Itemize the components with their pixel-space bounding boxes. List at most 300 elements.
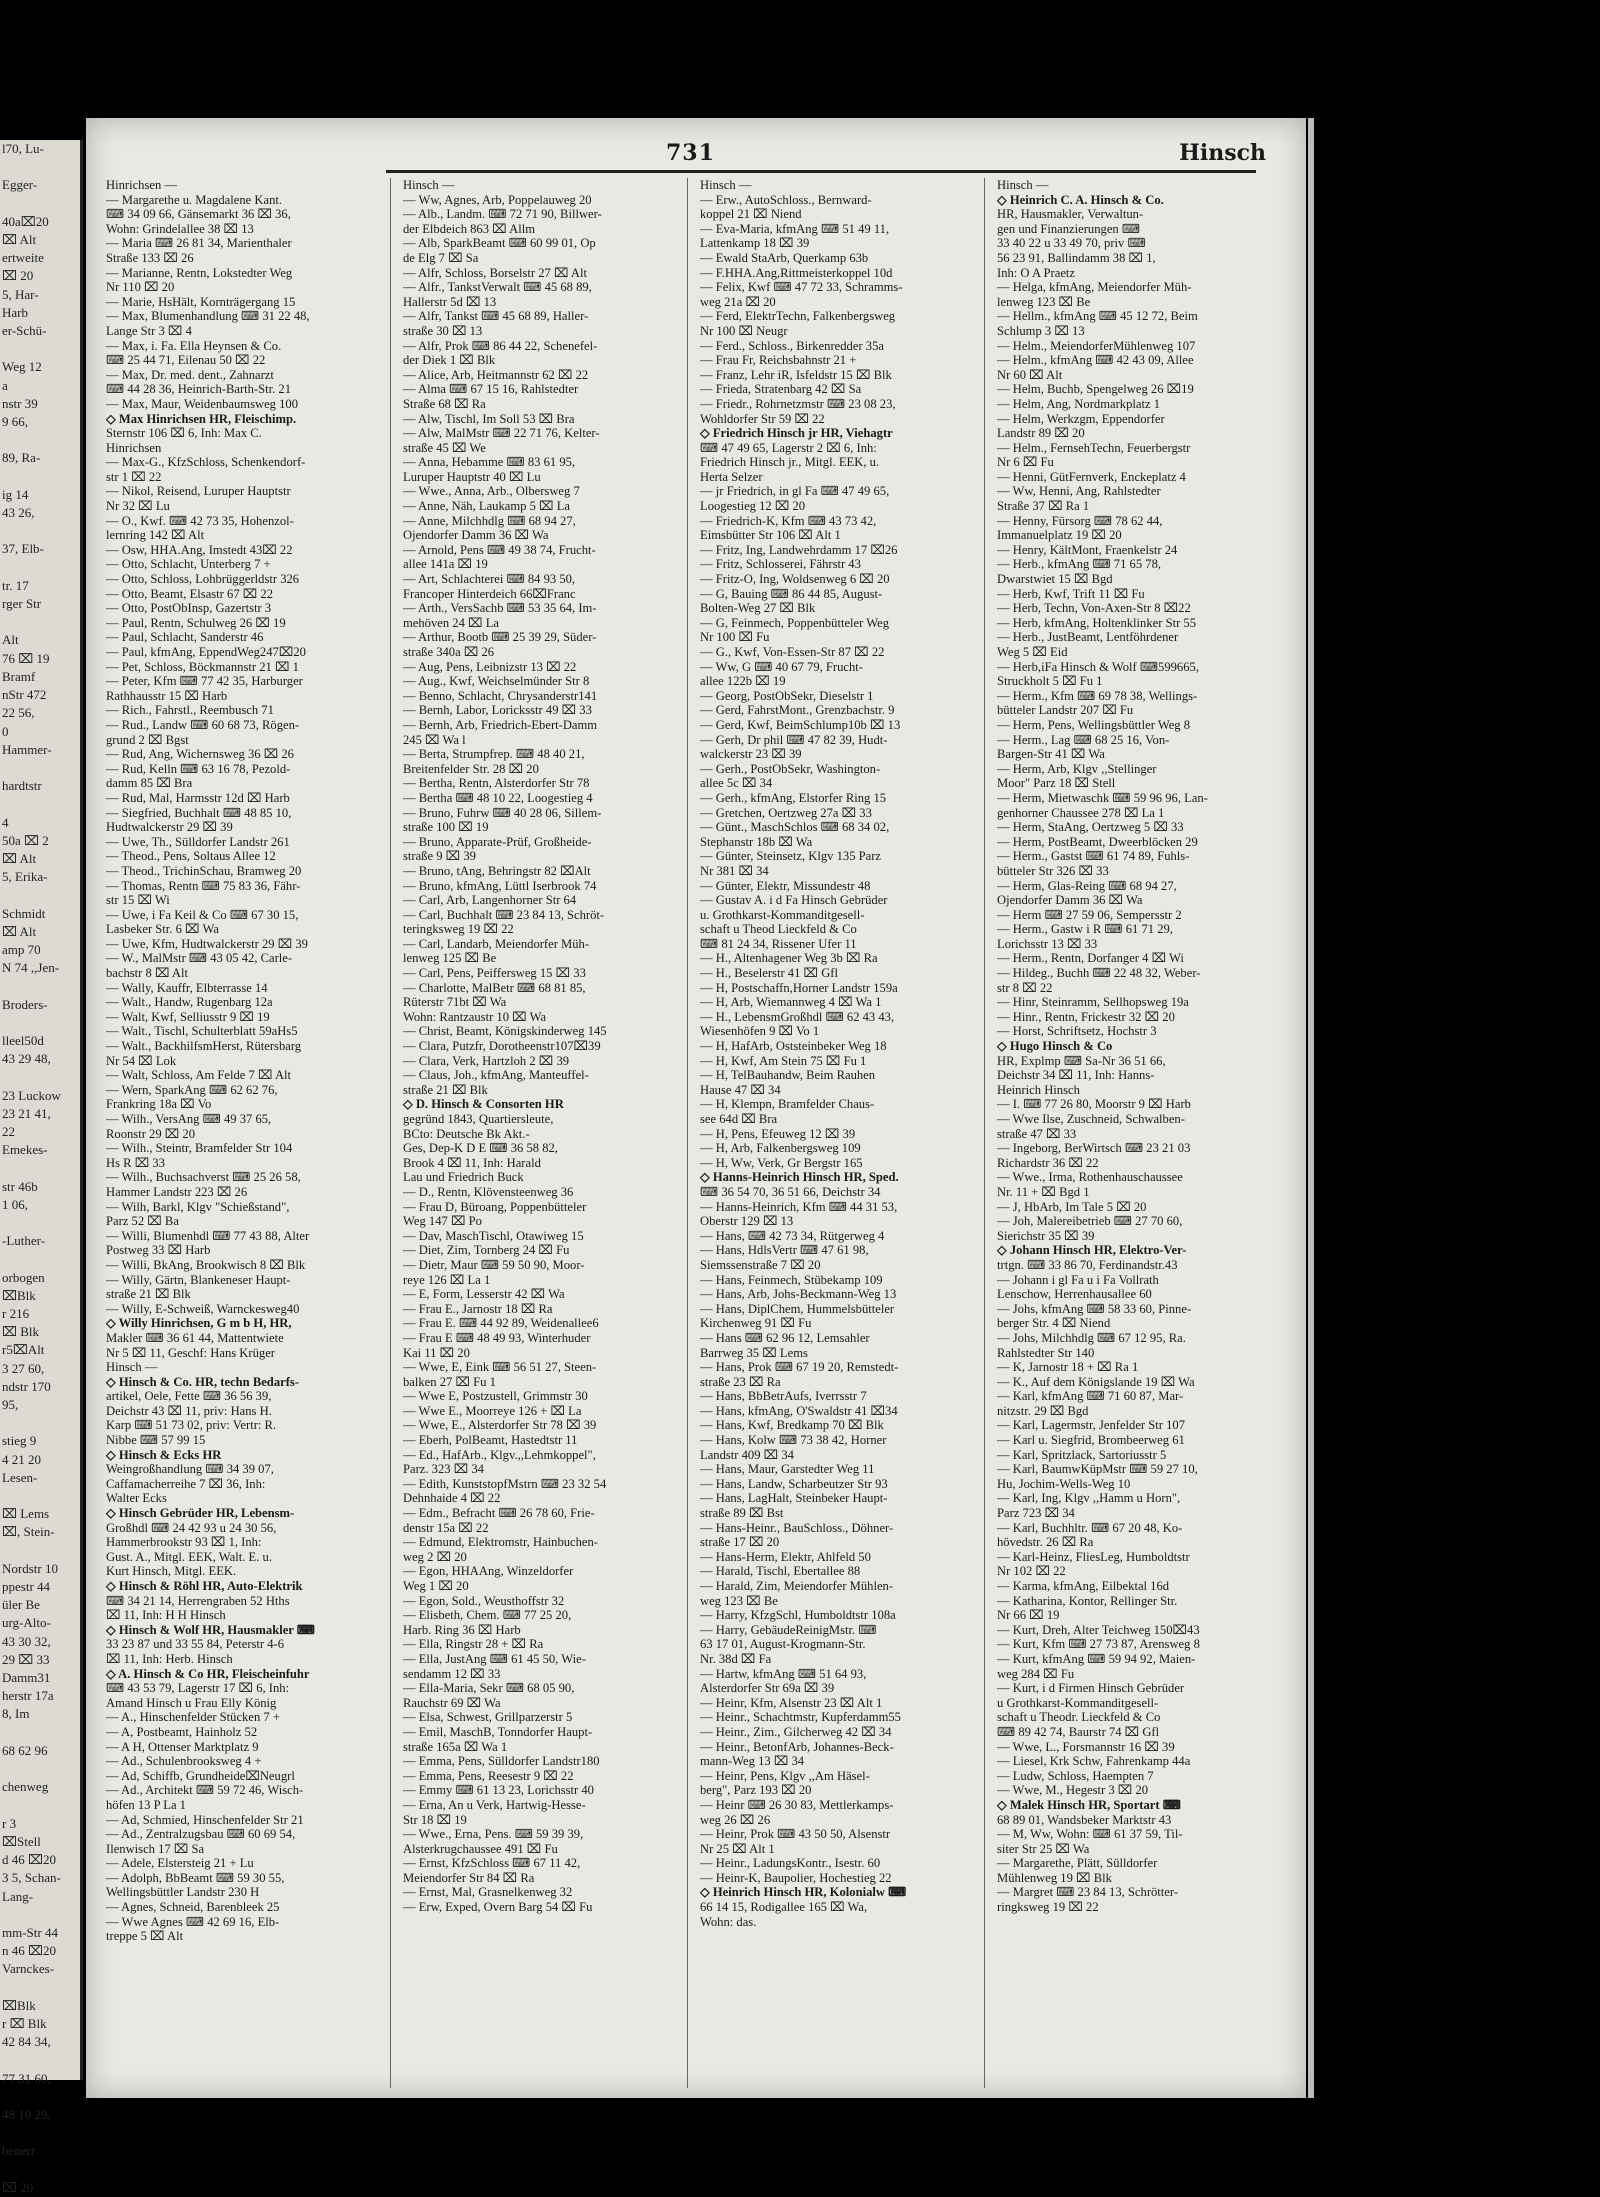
- listing-line: — Helm., kfmAng ⌨ 42 43 09, Allee: [997, 353, 1194, 368]
- listing-line: Parz. 323 ⌧ 34: [403, 1462, 484, 1477]
- listing-line: ◇ Hinsch & Wolf HR, Hausmakler ⌨: [106, 1622, 315, 1637]
- column-3: [700, 178, 985, 2088]
- listing-line: — Johs, Milchhdlg ⌨ 67 12 95, Ra.: [997, 1330, 1186, 1345]
- listing-line: — Helga, kfmAng, Meiendorfer Müh-: [997, 280, 1192, 295]
- listing-line: — Alfr, Tankst ⌨ 45 68 89, Haller-: [403, 309, 589, 324]
- listing-line: — Hans ⌨ 62 96 12, Lemsahler: [700, 1330, 870, 1345]
- listing-line: — Heinr., LadungsKontr., Isestr. 60: [700, 1856, 881, 1871]
- listing-line: — Ferd., Schloss., Birkenredder 35a: [700, 338, 884, 353]
- listing-line: — Rud, Mal, Harmsstr 12d ⌧ Harb: [106, 790, 290, 805]
- listing-line: damm 85 ⌧ Bra: [106, 776, 193, 791]
- listing-line: Sierichstr 35 ⌧ 39: [997, 1228, 1095, 1243]
- listing-line: — Harald, Tischl, Ebertallee 88: [700, 1564, 861, 1579]
- listing-line: — Henni, GütFernverk, Enckeplatz 4: [997, 469, 1186, 484]
- listing-line: — Gerd, FahrstMont., Grenzbachstr. 9: [700, 703, 895, 718]
- page-number: 731: [666, 140, 715, 166]
- facing-page-fragment: 4: [2, 814, 9, 830]
- facing-page-fragment: [0, 1159, 80, 1177]
- listing-line: — Heinr., BetonfArb, Johannes-Beck-: [700, 1739, 894, 1754]
- listing-line: — Heinr., Schachtmstr, Kupferdamm55: [700, 1710, 901, 1725]
- listing-line: Hammer Landstr 223 ⌧ 26: [106, 1184, 248, 1199]
- listing-line: nitzstr. 29 ⌧ Bgd: [997, 1403, 1089, 1418]
- listing-line: — M, Ww, Wohn: ⌨ 61 37 59, Til-: [997, 1827, 1183, 1842]
- listing-line: — Hans, Kolw ⌨ 73 38 42, Horner: [700, 1433, 887, 1448]
- listing-line: — Aug, Pens, Leibnizstr 13 ⌧ 22: [403, 659, 577, 674]
- facing-page-fragment: 22 56,: [2, 705, 35, 721]
- listing-line: — Ferd, ElektrTechn, Falkenbergsweg: [700, 309, 896, 324]
- listing-line: — Kurt, Kfm ⌨ 27 73 87, Arensweg 8: [997, 1637, 1200, 1652]
- facing-page-fragment: rger Str: [2, 596, 42, 612]
- listing-line: de Elg 7 ⌧ Sa: [403, 250, 479, 265]
- facing-page-fragment: 42 84 34,: [2, 2034, 51, 2050]
- listing-line: — H, Kwf, Am Stein 75 ⌧ Fu 1: [700, 1053, 867, 1068]
- facing-page-fragment: 5, Erika-: [2, 869, 48, 885]
- listing-line: — Alfr, Prok ⌨ 86 44 22, Schenefel-: [403, 338, 598, 353]
- listing-line: — Karl, Buchhltr. ⌨ 67 20 48, Ko-: [997, 1520, 1183, 1535]
- listing-line: ◇ Heinrich C. A. Hinsch & Co.: [997, 192, 1164, 207]
- listing-line: weg 284 ⌧ Fu: [997, 1666, 1075, 1681]
- listing-line: — Fritz, Ing, Landwehrdamm 17 ⌧26: [700, 542, 898, 557]
- listing-line: — Joh, Malereibetrieb ⌨ 27 70 60,: [997, 1214, 1183, 1229]
- listing-line: ◇ Heinrich Hinsch HR, Kolonialw ⌨: [700, 1885, 907, 1900]
- listing-line: — Maria ⌨ 26 81 34, Marienthaler: [106, 236, 292, 251]
- listing-line: Schlump 3 ⌧ 13: [997, 323, 1085, 338]
- listing-line: — Herb, kfmAng, Holtenklinker Str 55: [997, 615, 1197, 630]
- listing-line: Nr 5 ⌧ 11, Geschf: Hans Krüger: [106, 1345, 275, 1360]
- facing-page-fragment: ⌧ Blk: [2, 1324, 40, 1340]
- listing-line: sendamm 12 ⌧ 33: [403, 1666, 501, 1681]
- listing-line: — Emil, MaschB, Tonndorfer Haupt-: [403, 1724, 593, 1739]
- listing-line: — Heinr, Kfm, Alsenstr 23 ⌧ Alt 1: [700, 1695, 883, 1710]
- listing-line: ◇ Willy Hinrichsen, G m b H, HR,: [106, 1316, 292, 1331]
- listing-line: ◇ Hinsch & Co. HR, techn Bedarfs-: [106, 1374, 299, 1389]
- listing-line: Richardstr 36 ⌧ 22: [997, 1155, 1099, 1170]
- listing-line: berg", Parz 193 ⌧ 20: [700, 1783, 812, 1798]
- facing-page-fragment: str 46b: [2, 1178, 38, 1194]
- listing-line: — Walt, Schloss, Am Felde 7 ⌧ Alt: [106, 1068, 292, 1083]
- listing-line: Loogestieg 12 ⌧ 20: [700, 499, 806, 514]
- listing-line: ⌨ 89 42 74, Baurstr 74 ⌧ Gfl: [997, 1724, 1160, 1739]
- listing-line: — Liesel, Krk Schw, Fahrenkamp 44a: [997, 1754, 1191, 1769]
- listing-line: Dehnhaide 4 ⌧ 22: [403, 1491, 501, 1506]
- facing-page-fragment: 29 ⌧ 33: [2, 1651, 50, 1667]
- listing-line: ⌨ 36 54 70, 36 51 66, Deichstr 34: [700, 1184, 881, 1199]
- listing-line: — Thomas, Rentn ⌨ 75 83 36, Fähr-: [106, 878, 301, 893]
- listing-line: Caffamacherreihe 7 ⌧ 36, Inh:: [106, 1476, 266, 1491]
- facing-page-fragment: ⌧ Lems: [2, 1506, 50, 1522]
- listing-line: weg 123 ⌧ Be: [700, 1593, 778, 1608]
- facing-page-fragment: [0, 1487, 80, 1505]
- facing-page-fragment: Hammer-: [2, 741, 52, 757]
- page-header: [86, 118, 1306, 178]
- listing-line: — Elisbeth, Chem. ⌨ 77 25 20,: [403, 1608, 572, 1623]
- facing-page-fragment: 23 21 41,: [2, 1105, 51, 1121]
- listing-line: hövedstr. 26 ⌧ Ra: [997, 1535, 1094, 1550]
- listing-line: Wohldorfer Str 59 ⌧ 22: [700, 411, 825, 426]
- facing-page-fragment: 8, Im: [2, 1706, 30, 1722]
- listing-line: — Carl, Landarb, Meiendorfer Müh-: [403, 936, 590, 951]
- listing-line: — Karl u. Siegfrid, Brombeerweg 61: [997, 1433, 1185, 1448]
- listing-line: Rüterstr 71bt ⌧ Wa: [403, 995, 507, 1010]
- listing-line: — Wilh., Steintr, Bramfelder Str 104: [106, 1141, 293, 1156]
- listing-line: — Alfr, Schloss, Borselstr 27 ⌧ Alt: [403, 265, 588, 280]
- listing-line: — Fritz, Schlosserei, Fährstr 43: [700, 557, 861, 572]
- listing-line: Deichstr 43 ⌧ 11, priv: Hans H.: [106, 1403, 272, 1418]
- listing-line: — Rud, Ang, Wichernsweg 36 ⌧ 26: [106, 747, 294, 762]
- listing-line: — Rich., Fahrstl., Reembusch 71: [106, 703, 274, 718]
- listing-line: — H, Klempn, Bramfelder Chaus-: [700, 1097, 875, 1112]
- listing-line: grund 2 ⌧ Bgst: [106, 732, 189, 747]
- listing-line: see 64d ⌧ Bra: [700, 1112, 778, 1126]
- listing-line: Hinsch —: [700, 178, 752, 192]
- facing-page-fragment: ⌧ Alt: [2, 850, 37, 866]
- listing-line: Str 18 ⌧ 19: [403, 1812, 467, 1827]
- listing-line: — Franz, Lehr iR, Isfeldstr 15 ⌧ Blk: [700, 367, 892, 382]
- listing-line: — Wwe E, Postzustell, Grimmstr 30: [403, 1389, 588, 1404]
- listing-line: Nr 25 ⌧ Alt 1: [700, 1841, 775, 1856]
- listing-line: — Herb, Kwf, Trift 11 ⌧ Fu: [997, 586, 1145, 601]
- listing-line: Hallerstr 5d ⌧ 13: [403, 294, 497, 309]
- listing-line: gegründ 1843, Quartiersleute,: [403, 1112, 554, 1126]
- listing-line: allee 141a ⌧ 19: [403, 557, 488, 572]
- listing-line: Lorichsstr 13 ⌧ 33: [997, 936, 1098, 951]
- listing-line: — Paul, Schlacht, Sanderstr 46: [106, 630, 264, 645]
- facing-page-fragment: [0, 1979, 80, 1997]
- listing-line: — Benno, Schlacht, Chrysanderstr141: [403, 688, 598, 703]
- listing-line: — Walt., Tischl, Schulterblatt 59aHs5: [106, 1024, 298, 1039]
- listing-line: weg 26 ⌧ 26: [700, 1812, 771, 1827]
- listing-line: — Ww, Henni, Ang, Rahlstedter: [997, 484, 1161, 499]
- listing-line: — A., Hinschenfelder Stücken 7 +: [106, 1710, 280, 1725]
- listing-line: treppe 5 ⌧ Alt: [106, 1929, 184, 1944]
- listing-line: ◇ A. Hinsch & Co HR, Fleischeinfuhr: [106, 1666, 310, 1681]
- facing-page-fragment: 68 62 96: [2, 1742, 48, 1758]
- listing-line: — Wwe Ilse, Zuschneid, Schwalben-: [997, 1112, 1185, 1126]
- facing-page-fragment: [0, 886, 80, 904]
- listing-line: — Wwe, E., Alsterdorfer Str 78 ⌧ 39: [403, 1418, 597, 1433]
- listing-line: — Wern, SparkAng ⌨ 62 62 76,: [106, 1082, 278, 1097]
- facing-page-fragment: chenweg: [2, 1779, 49, 1795]
- listing-line: — Margarethe u. Magdalene Kant.: [106, 192, 283, 207]
- listing-line: Straße 37 ⌧ Ra 1: [997, 499, 1090, 514]
- listing-line: — Alw, Tischl, Im Soll 53 ⌧ Bra: [403, 411, 575, 426]
- listing-line: — Helm, Buchb, Spengelweg 26 ⌧19: [997, 382, 1194, 397]
- listing-line: berger Str. 4 ⌧ Niend: [997, 1316, 1111, 1331]
- facing-page-fragment: 40a⌧20: [2, 213, 49, 229]
- listing-line: — Ella, Ringstr 28 + ⌧ Ra: [403, 1637, 544, 1652]
- listing-line: — Heinr., Zim., Gilcherweg 42 ⌧ 34: [700, 1724, 892, 1739]
- listing-line: der Elbdeich 863 ⌧ Allm: [403, 221, 536, 236]
- listing-line: 245 ⌧ Wa l: [403, 732, 466, 747]
- listing-line: mehöven 24 ⌧ La: [403, 615, 499, 630]
- listing-line: teringksweg 19 ⌧ 22: [403, 922, 514, 937]
- facing-page-fragment: [0, 1760, 80, 1778]
- listing-line: straße 100 ⌧ 19: [403, 820, 489, 835]
- listing-line: Straße 68 ⌧ Ra: [403, 396, 486, 411]
- listing-line: Amand Hinsch u Frau Elly König: [106, 1695, 277, 1710]
- listing-line: Struckholt 5 ⌧ Fu 1: [997, 674, 1103, 689]
- listing-line: — Wilh., Buchsachverst ⌨ 25 26 58,: [106, 1170, 301, 1185]
- listing-line: — Horst, Schriftsetz, Hochstr 3: [997, 1024, 1157, 1039]
- listing-line: Lattenkamp 18 ⌧ 39: [700, 236, 810, 251]
- listing-line: Nr. 38d ⌧ Fa: [700, 1651, 772, 1666]
- listing-line: — Wwe., Anna, Arb., Olbersweg 7: [403, 484, 580, 499]
- listing-line: Nr 60 ⌧ Alt: [997, 367, 1063, 382]
- listing-line: 66 14 15, Rodigallee 165 ⌧ Wa,: [700, 1900, 868, 1915]
- listing-line: ◇ Max Hinrichsen HR, Fleischimp.: [106, 411, 297, 426]
- listing-line: Meiendorfer Str 84 ⌧ Ra: [403, 1870, 535, 1885]
- facing-page-fragment: Varnckes-: [2, 1961, 54, 1977]
- listing-line: — Adele, Elstersteig 21 + Lu: [106, 1856, 254, 1871]
- listing-line: straße 21 ⌧ Blk: [403, 1082, 488, 1097]
- listing-line: — Osw, HHA.Ang, Imstedt 43⌧ 22: [106, 542, 293, 557]
- listing-line: HR, Hausmakler, Verwaltun-: [997, 207, 1144, 222]
- listing-line: Hinsch —: [106, 1360, 158, 1375]
- listing-line: — H, Postschaffn,Horner Landstr 159a: [700, 980, 898, 995]
- listing-line: Inh: O A Praetz: [997, 265, 1075, 280]
- listing-line: ringksweg 19 ⌧ 22: [997, 1900, 1099, 1915]
- listing-line: Barrweg 35 ⌧ Lems: [700, 1345, 808, 1360]
- listing-line: Breitenfelder Str. 28 ⌧ 20: [403, 761, 539, 776]
- listing-line: — Dietr, Maur ⌨ 59 50 90, Moor-: [403, 1257, 585, 1272]
- listing-line: denstr 15a ⌧ 22: [403, 1520, 489, 1535]
- listing-line: Roonstr 29 ⌧ 20: [106, 1126, 196, 1141]
- listing-line: — Uwe, Kfm, Hudtwalckerstr 29 ⌧ 39: [106, 936, 308, 951]
- listing-line: — Harald, Zim, Meiendorfer Mühlen-: [700, 1579, 894, 1593]
- listing-line: Hause 47 ⌧ 34: [700, 1082, 781, 1097]
- listing-line: — Otto, Beamt, Elsastr 67 ⌧ 22: [106, 586, 274, 601]
- listing-line: — Clara, Verk, Hartzloh 2 ⌧ 39: [403, 1053, 570, 1068]
- listing-line: — G, Bauing ⌨ 86 44 85, August-: [700, 586, 883, 601]
- listing-line: — Helm., MeiendorferMühlenweg 107: [997, 338, 1196, 353]
- listing-line: bachstr 8 ⌧ Alt: [106, 966, 189, 981]
- listing-line: — Herm, StaAng, Oertzweg 5 ⌧ 33: [997, 820, 1184, 835]
- listing-line: — Frau E. ⌨ 44 92 89, Weidenallee6: [403, 1316, 599, 1331]
- facing-page-fragment: [0, 1214, 80, 1232]
- facing-page-fragment: [0, 2124, 80, 2142]
- listing-line: schaft u Theod Lieckfeld & Co: [700, 922, 857, 937]
- listing-line: allee 5c ⌧ 34: [700, 776, 773, 791]
- directory-page: [86, 118, 1306, 2098]
- listing-line: Mühlenweg 19 ⌧ Blk: [997, 1870, 1112, 1885]
- listing-line: bütteler Landstr 207 ⌧ Fu: [997, 703, 1134, 718]
- listing-line: Großhdl ⌨ 24 42 93 u 24 30 56,: [106, 1520, 277, 1535]
- listing-line: Wellingsbüttler Landstr 230 H: [106, 1885, 260, 1900]
- listing-line: — Gerd, Kwf, BeimSchlump10b ⌧ 13: [700, 717, 901, 732]
- listing-line: Moor" Parz 18 ⌧ Stell: [997, 776, 1116, 791]
- facing-page-fragment: ertweite: [2, 250, 44, 266]
- listing-line: Hammerbrookstr 93 ⌧ 1, Inh:: [106, 1535, 262, 1550]
- listing-line: — Karl-Heinz, FliesLeg, Humboldtstr: [997, 1549, 1190, 1564]
- listing-line: — Heinr, Prok ⌨ 43 50 50, Alsenstr: [700, 1827, 891, 1842]
- listing-line: Karp ⌨ 51 73 02, priv: Vertr: R.: [106, 1418, 277, 1433]
- column-2: [403, 178, 688, 2088]
- facing-page-fragment: [0, 1250, 80, 1268]
- listing-line: Rauchstr 69 ⌧ Wa: [403, 1695, 501, 1710]
- listing-line: — Max, Dr. med. dent., Zahnarzt: [106, 367, 274, 382]
- facing-page-fragment: üler Be: [2, 1597, 40, 1613]
- listing-line: Weingroßhandlung ⌨ 34 39 07,: [106, 1462, 274, 1477]
- listing-line: Immanuelplatz 19 ⌧ 20: [997, 528, 1122, 543]
- listing-line: — Nikol, Reisend, Luruper Hauptstr: [106, 484, 291, 499]
- listing-line: Deichstr 34 ⌧ 11, Inh: Hanns-: [997, 1068, 1155, 1083]
- listing-line: — Max-G., KfzSchloss, Schenkendorf-: [106, 455, 306, 470]
- facing-page-fragment: [0, 1014, 80, 1032]
- listing-line: — Hinr., Rentn, Frickestr 32 ⌧ 20: [997, 1009, 1175, 1024]
- facing-page-fragment: 89, Ra-: [2, 450, 41, 466]
- listing-line: — Walt, Kwf, Selliusstr 9 ⌧ 19: [106, 1009, 270, 1024]
- listing-line: straße 23 ⌧ Ra: [700, 1374, 781, 1389]
- listing-line: Nr 54 ⌧ Lok: [106, 1053, 177, 1068]
- listing-line: — Hinr, Steinramm, Sellhopsweg 19a: [997, 995, 1189, 1010]
- facing-page-fragment: [0, 468, 80, 486]
- listing-line: — Willi, Blumenhdl ⌨ 77 43 88, Alter: [106, 1228, 310, 1243]
- listing-line: — Helm, Werkzgm, Eppendorfer: [997, 411, 1165, 426]
- listing-line: — Marianne, Rentn, Lokstedter Weg: [106, 265, 293, 280]
- listing-line: Kirchenweg 91 ⌧ Fu: [700, 1316, 812, 1331]
- facing-page-fragment: 4 21 20: [2, 1451, 41, 1467]
- listing-line: ⌨ 81 24 34, Rissener Ufer 11: [700, 936, 857, 951]
- facing-page-fragment: 3 27 60,: [2, 1360, 45, 1376]
- facing-page-fragment: Damm31: [2, 1670, 51, 1686]
- listing-line: — Otto, Schloss, Lohbrüggerldstr 326: [106, 572, 300, 587]
- listing-line: weg 2 ⌧ 20: [403, 1549, 467, 1564]
- listing-line: — Hans, Prok ⌨ 67 19 20, Remstedt-: [700, 1360, 899, 1375]
- listing-line: — Kurt, Dreh, Alter Teichweg 150⌧43: [997, 1622, 1200, 1637]
- listing-line: Wohn: Rantzaustr 10 ⌧ Wa: [403, 1009, 547, 1024]
- listing-line: — Gretchen, Oertzweg 27a ⌧ 33: [700, 805, 872, 820]
- listing-line: — Dav, MaschTischl, Otawiweg 15: [403, 1228, 584, 1243]
- listing-line: — Carl, Arb, Langenhorner Str 64: [403, 893, 577, 908]
- listing-line: Kai 11 ⌧ 20: [403, 1345, 470, 1360]
- listing-line: — Karl, Lagermstr, Jenfelder Str 107: [997, 1418, 1185, 1433]
- listing-line: — Uwe, Th., Sülldorfer Landstr 261: [106, 834, 290, 849]
- listing-line: — Henry, KältMont, Fraenkelstr 24: [997, 542, 1178, 557]
- listing-line: ⌨ 25 44 71, Eilenau 50 ⌧ 22: [106, 353, 266, 368]
- listing-line: — Walt., BackhilfsmHerst, Rütersbarg: [106, 1039, 302, 1054]
- listing-line: — Wwe, L., Forsmannstr 16 ⌧ 39: [997, 1739, 1175, 1754]
- listing-line: — Anne, Milchhdlg ⌨ 68 94 27,: [403, 513, 576, 528]
- listing-line: — Ww, Agnes, Arb, Poppelauweg 20: [403, 192, 592, 207]
- facing-page-fragment: [0, 195, 80, 213]
- listing-line: lenweg 123 ⌧ Be: [997, 294, 1091, 309]
- listing-line: Alsterkrugchaussee 491 ⌧ Fu: [403, 1841, 558, 1856]
- listing-line: — H, Arb, Wiemannweg 4 ⌧ Wa 1: [700, 995, 882, 1010]
- listing-line: — Arthur, Bootb ⌨ 25 39 29, Süder-: [403, 630, 597, 645]
- listing-line: — Edmund, Elektromstr, Hainbuchen-: [403, 1535, 599, 1550]
- listing-line: — Emma, Pens, Sülldorfer Landstr180: [403, 1754, 600, 1769]
- listing-line: Hinsch —: [997, 178, 1049, 192]
- facing-page-fragment: r 216: [2, 1306, 30, 1321]
- facing-page-fragment: 1 06,: [2, 1196, 28, 1212]
- listing-line: — Herm, Pens, Wellingsbüttler Weg 8: [997, 717, 1191, 732]
- listing-line: ◇ Hugo Hinsch & Co: [997, 1039, 1113, 1054]
- facing-page-fragment: 5, Har-: [2, 286, 39, 302]
- listing-line: — Fritz-O, Ing, Woldsenweg 6 ⌧ 20: [700, 572, 890, 587]
- listing-line: Brook 4 ⌧ 11, Inh: Harald: [403, 1155, 541, 1170]
- listing-line: — Kurt, kfmAng ⌨ 59 94 92, Maien-: [997, 1651, 1196, 1666]
- listing-line: Wohn: das.: [700, 1914, 757, 1929]
- facing-page-fragment: stieg 9: [2, 1433, 37, 1449]
- listing-line: — K., Auf dem Königslande 19 ⌧ Wa: [997, 1374, 1195, 1389]
- facing-page-fragment: N 74 ,,Jen-: [2, 960, 60, 976]
- facing-page-fragment: 22: [2, 1123, 15, 1139]
- listing-line: — Hans, Feinmech, Stübekamp 109: [700, 1272, 883, 1287]
- listing-line: — Herm., Kfm ⌨ 69 78 38, Wellings-: [997, 688, 1198, 703]
- facing-page-fragment: 9 66,: [2, 414, 28, 430]
- listing-line: straße 340a ⌧ 26: [403, 645, 495, 659]
- listing-line: siter Str 25 ⌧ Wa: [997, 1841, 1090, 1856]
- listing-line: — Arnold, Pens ⌨ 49 38 74, Frucht-: [403, 542, 596, 557]
- facing-page-fragment: l70, Lu-: [2, 141, 44, 156]
- listing-line: ◇ Hanns-Heinrich Hinsch HR, Sped.: [700, 1170, 899, 1185]
- listing-line: genhorner Chaussee 278 ⌧ La 1: [997, 805, 1165, 820]
- listing-line: — Agnes, Schneid, Barenbleek 25: [106, 1900, 280, 1915]
- listing-line: — Gerh, Dr phil ⌨ 47 82 39, Hudt-: [700, 732, 888, 747]
- listing-line: Hu, Jochim-Wells-Weg 10: [997, 1476, 1131, 1491]
- listing-line: — Bernh, Labor, Loricksstr 49 ⌧ 33: [403, 703, 592, 718]
- listing-line: — Georg, PostObSekr, Dieselstr 1: [700, 688, 874, 703]
- listing-line: — O., Kwf. ⌨ 42 73 35, Hohenzol-: [106, 513, 294, 528]
- facing-page-fragment: d 46 ⌧20: [2, 1852, 56, 1868]
- facing-page-fragment: n 46 ⌧20: [2, 1943, 56, 1959]
- listing-line: — Hans, LagHalt, Steinbeker Haupt-: [700, 1491, 888, 1506]
- listing-line: straße 165a ⌧ Wa 1: [403, 1739, 508, 1754]
- listing-line: — Ella-Maria, Sekr ⌨ 68 05 90,: [403, 1681, 575, 1696]
- listing-line: — Bertha, Rentn, Alsterdorfer Str 78: [403, 776, 590, 791]
- listing-line: — Hans-Herm, Elektr, Ahlfeld 50: [700, 1549, 871, 1564]
- facing-page-fragment: 23 Luckow: [2, 1087, 61, 1103]
- listing-line: BCto: Deutsche Bk Akt.-: [403, 1126, 530, 1141]
- listing-line: straße 30 ⌧ 13: [403, 323, 483, 338]
- listing-line: — Alice, Arb, Heitmannstr 62 ⌧ 22: [403, 367, 589, 382]
- listing-line: — Heinr, Pens, Klgv ,,Am Häsel-: [700, 1768, 870, 1783]
- listing-line: HR, Explmp ⌨ Sa-Nr 36 51 66,: [997, 1053, 1166, 1068]
- listing-line: — Karl, BaumwKüpMstr ⌨ 59 27 10,: [997, 1462, 1198, 1477]
- listing-line: — Frieda, Stratenbarg 42 ⌧ Sa: [700, 382, 862, 397]
- listing-line: Parz 723 ⌧ 34: [997, 1506, 1075, 1521]
- facing-page-fragment: nStr 472: [2, 687, 47, 703]
- listing-line: 63 17 01, August-Krogmann-Str.: [700, 1637, 866, 1652]
- listing-line: Bolten-Weg 27 ⌧ Blk: [700, 601, 816, 616]
- listing-line: — Ludw, Schloss, Haempten 7: [997, 1768, 1154, 1783]
- listing-line: — Alw, MalMstr ⌨ 22 71 76, Kelter-: [403, 426, 600, 441]
- facing-page-fragment: ⌧Stell: [2, 1833, 41, 1849]
- listing-line: — Bertha ⌨ 48 10 22, Loogestieg 4: [403, 790, 593, 805]
- listing-line: Nr 100 ⌧ Neugr: [700, 323, 788, 338]
- facing-page-edge: [0, 140, 83, 2195]
- listing-line: — Helm., FernsehTechn, Feuerbergstr: [997, 440, 1191, 455]
- listing-line: — Max, i. Fa. Ella Heynsen & Co.: [106, 338, 282, 353]
- listing-line: — Herb., kfmAng ⌨ 71 65 78,: [997, 557, 1162, 572]
- listing-line: — Erw., AutoSchloss., Bernward-: [700, 192, 872, 207]
- listing-line: mann-Weg 13 ⌧ 34: [700, 1754, 805, 1769]
- listing-line: — Arth., VersSachb ⌨ 53 35 64, Im-: [403, 601, 597, 616]
- listing-line: — Art, Schlachterei ⌨ 84 93 50,: [403, 572, 576, 587]
- listing-line: — Claus, Joh., kfmAng, Manteuffel-: [403, 1068, 589, 1083]
- listing-line: — Alfr., TankstVerwalt ⌨ 45 68 89,: [403, 280, 592, 295]
- directory-columns: [106, 178, 1286, 2088]
- listing-line: Nr. 11 + ⌧ Bgd 1: [997, 1184, 1090, 1199]
- listing-line: — Hans, HdlsVertr ⌨ 47 61 98,: [700, 1243, 869, 1258]
- listing-line: reye 126 ⌧ La 1: [403, 1272, 491, 1287]
- listing-line: — Hartw, kfmAng ⌨ 51 64 93,: [700, 1666, 867, 1681]
- listing-line: — Hans, Kwf, Bredkamp 70 ⌧ Blk: [700, 1418, 884, 1433]
- listing-line: ⌨ 34 09 66, Gänsemarkt 36 ⌧ 36,: [106, 207, 291, 222]
- listing-line: — Hans, Arb, Johs-Beckmann-Weg 13: [700, 1287, 897, 1302]
- listing-line: Ojendorfer Damm 36 ⌧ Wa: [403, 528, 549, 543]
- facing-page-fragment: Alt: [2, 632, 19, 648]
